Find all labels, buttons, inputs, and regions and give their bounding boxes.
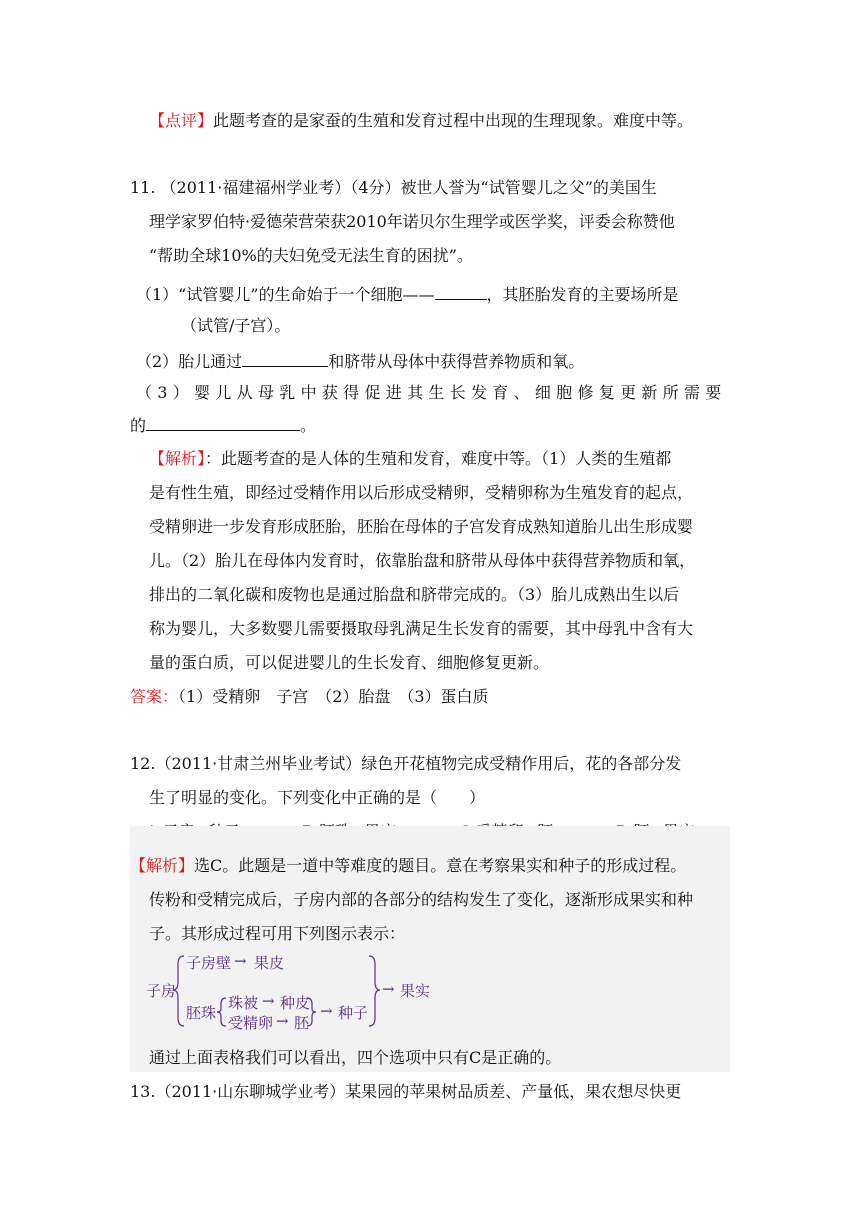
q11-analysis-line-3: 受精卵进一步发育形成胚胎，胚胎在母体的子宫发育成熟知道胎儿出生形成婴 xyxy=(149,517,694,536)
diagram-ovule: 胚珠 xyxy=(186,1004,217,1022)
comment-line xyxy=(149,110,693,132)
diagram-fruit: 果实 xyxy=(400,982,431,1000)
q11-part-2-text-b: 和脐带从母体中获得营养物质和氧。 xyxy=(328,352,585,371)
blank-3[interactable] xyxy=(146,414,300,431)
q11-analysis-line-6: 称为婴儿，大多数婴儿需要摄取母乳满足生长发育的需要，其中母乳中含有大 xyxy=(149,619,694,638)
diagram-ovary-wall: 子房壁 xyxy=(186,954,232,972)
diagram-arrow-3: → xyxy=(276,1012,289,1030)
q12-analysis-line-2: 传粉和受精完成后，子房内部的各部分的结构发生了变化，逐渐形成果实和种 xyxy=(149,890,694,909)
blank-2[interactable] xyxy=(242,350,328,367)
q11-line-2: 理学家罗伯特·爱德荣营荣获2010年诺贝尔生理学或医学奖，评委会称赞他 xyxy=(149,212,675,231)
diagram-arrow-5: → xyxy=(382,980,395,998)
diagram-seed-coat: 种皮 xyxy=(280,994,311,1012)
diagram-zygote: 受精卵 xyxy=(228,1014,274,1032)
diagram-arrow-4: → xyxy=(320,1002,333,1020)
q11-answer-text: （1）受精卵 子宫 （2）胎盘 （3）蛋白质 xyxy=(178,687,489,706)
diagram-arrow-1: → xyxy=(234,952,247,970)
diagram-pericarp: 果皮 xyxy=(254,954,285,972)
q11-analysis-line-5: 排出的二氧化碳和废物也是通过胎盘和脐带完成的。（3）胎儿成熟出生以后 xyxy=(149,585,680,604)
diagram-embryo: 胚 xyxy=(294,1014,310,1032)
diagram-integument: 珠被 xyxy=(228,994,259,1012)
q11-line-1: 11. （2011·福建福州学业考）（4分）被世人誉为“试管婴儿之父”的美国生 xyxy=(130,178,657,197)
q12-line-2: 生了明显的变化。下列变化中正确的是（ ） xyxy=(149,788,486,807)
q11-line-3: “帮助全球10%的夫妇免受无法生育的困扰”。 xyxy=(149,246,473,265)
q11-part-1-cont: （试管/子宫）。 xyxy=(181,316,291,335)
q11-part-1 xyxy=(136,283,679,306)
q11-part-3-text-b: 的 xyxy=(130,416,147,435)
q12-conclusion: 通过上面表格我们可以看出，四个选项中只有C是正确的。 xyxy=(149,1048,562,1067)
q12-analysis-line-1 xyxy=(130,855,686,877)
q11-part-1-text-a: （1）“试管婴儿”的生命始于一个细胞—— xyxy=(136,285,435,304)
q13-line-1: 13.（2011·山东聊城学业考）某果园的苹果树品质差、产量低，果农想尽快更 xyxy=(130,1082,682,1101)
q11-analysis-line-2: 是有性生殖，即经过受精作用以后形成受精卵，受精卵称为生殖发育的起点， xyxy=(149,483,694,502)
q12-analysis-line-3: 子。其形成过程可用下列图示表示： xyxy=(149,924,406,943)
diagram-ovary: 子房 xyxy=(146,982,177,1000)
q11-answer xyxy=(130,686,489,708)
q11-part-3-text-c: 。 xyxy=(300,416,317,435)
blank-1[interactable] xyxy=(435,283,487,300)
q12-line-1: 12.（2011·甘肃兰州毕业考试）绿色开花植物完成受精作用后，花的各部分发 xyxy=(130,754,682,773)
diagram-brackets xyxy=(140,952,440,1030)
q11-analysis-line-1 xyxy=(149,448,671,470)
q11-part-2-text-a: （2）胎儿通过 xyxy=(136,352,243,371)
q11-analysis-text-1: ：此题考查的是人体的生殖和发育，难度中等。（1）人类的生殖都 xyxy=(205,449,672,468)
q11-analysis-tag: 【解析】 xyxy=(149,449,206,468)
q11-part-2 xyxy=(136,350,584,373)
q11-analysis-line-4: 儿。（2）胎儿在母体内发育时，依靠胎盘和脐带从母体中获得营养物质和氧， xyxy=(149,551,696,570)
comment-tag: 【点评】 xyxy=(149,111,214,130)
q11-analysis-line-7: 量的蛋白质，可以促进婴儿的生长发育、细胞修复更新。 xyxy=(149,653,550,672)
q11-part-1-text-b: ，其胚胎发育的主要场所是 xyxy=(486,285,679,304)
diagram-arrow-2: → xyxy=(262,992,275,1010)
comment-text: 此题考查的是家蚕的生殖和发育过程中出现的生理现象。难度中等。 xyxy=(213,111,694,130)
fruit-formation-diagram xyxy=(140,952,440,1030)
q12-analysis-tag: 【解析】 xyxy=(130,856,195,875)
q11-part-3-cont xyxy=(130,414,316,437)
q12-analysis-text-1: 选C。此题是一道中等难度的题目。意在考察果实和种子的形成过程。 xyxy=(194,856,687,875)
q11-answer-tag: 答案： xyxy=(130,687,179,706)
q11-part-3: （3）婴儿从母乳中获得促进其生长发育、细胞修复更新所需要 xyxy=(136,383,727,402)
diagram-seed: 种子 xyxy=(338,1004,369,1022)
